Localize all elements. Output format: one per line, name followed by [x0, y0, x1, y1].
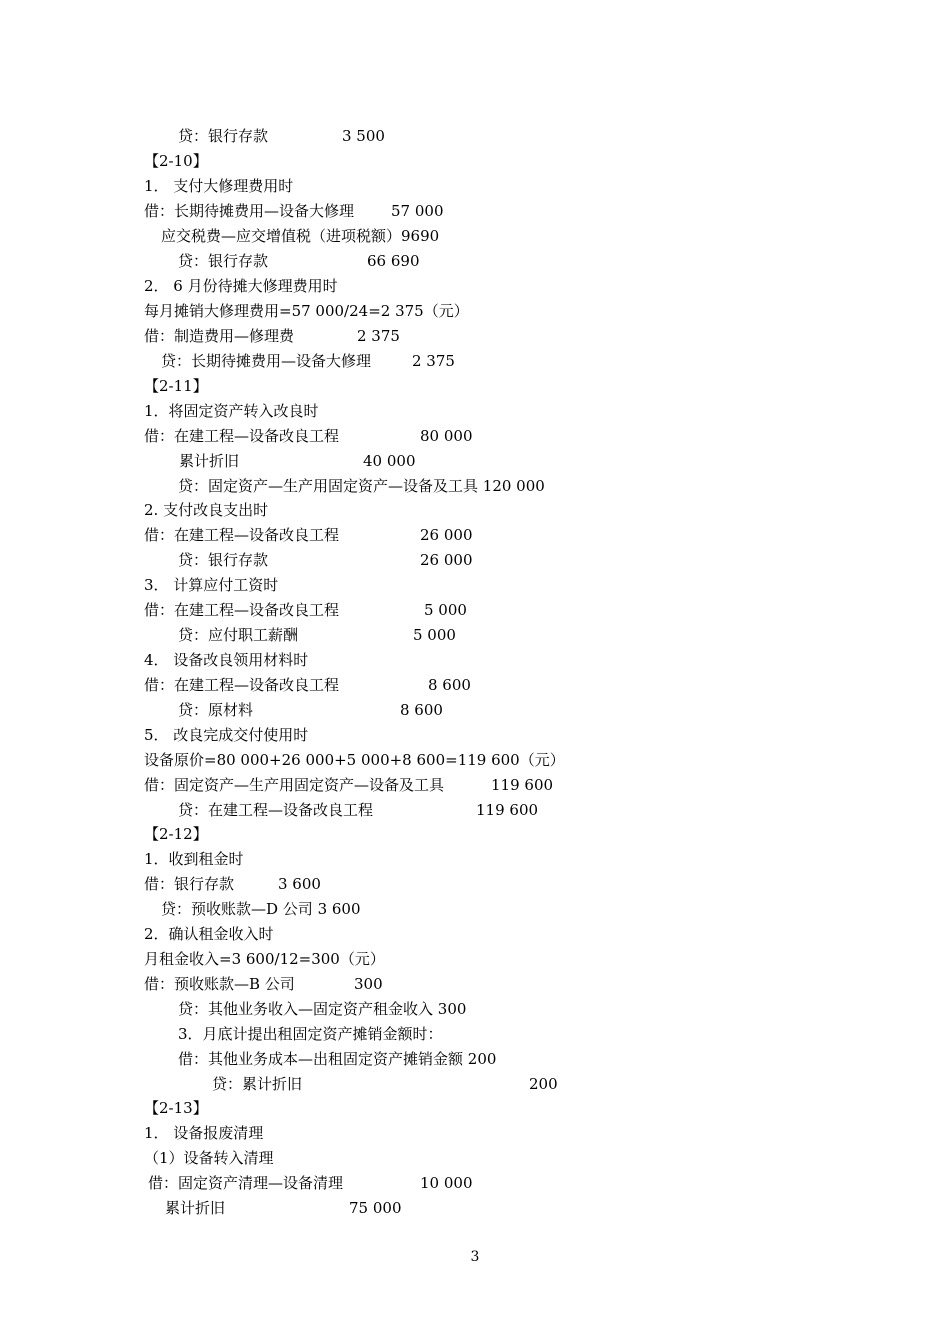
document-page: 贷：银行存款 3 500 【2-10】 1． 支付大修理费用时 借：长期待摊费用—设备大修理 57 000 应交税费—应交增值税（进项税额）9690 贷：银行存款 66 690 2． 6 月份待摊大修理费用时 每月摊销大修理费用=57 000/24=2 375（元） 借：制造费用—修理费 2 375 贷：长期待摊费用—设备大修理 2 375 【2-11】 1．将固定资产转入改良时 借：在建工程—设备改良工程 80 000 累计折旧 40 000 贷：固定资产—生产用固定资产—设备及工具 120 000 2. 支付改良支出时 借：在建工程—设备改良工程 26 000 贷：银行存款 26 000 3． 计算应付工资时 借：在建工程—设备改良工程 5 000 贷：应付职工薪酬 5 000 4． 设备改良领用材料时 借：在建工程—设备改良工程 8 600 贷：原材料 8 600 5． 改良完成交付使用时 设备原价=80 000+26 000+5 000+8 600=119 600（元） 借：固定资产—生产用固定资产—设备及工具 119 600 贷：在建工程—设备改良工程 119 600 【2-12】 1．收到租金时 借：银行存款 3 600 贷：预收账款—D 公司 3 600 2．确认租金收入时 月租金收入=3 600/12=300（元） 借：预收账款—B 公司 300 贷：其他业务收入—固定资产租金收入 300 3．月底计提出租固定资产摊销金额时： 借：其他业务成本—出租固定资产摊销金额 200 贷：累计折旧 200 【2-13】 1． 设备报废清理 （1）设备转入清理 借：固定资产清理—设备清理 10 000 累计折旧 75 000 3	[0, 0, 950, 1344]
page-number: 3	[470, 1249, 480, 1265]
